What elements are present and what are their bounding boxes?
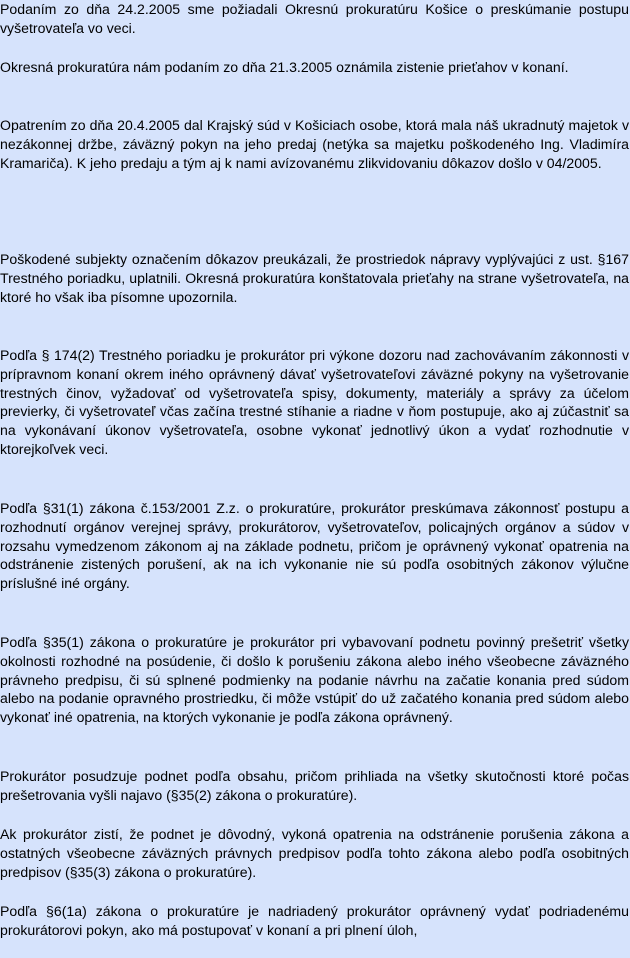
paragraph-10: Podľa §6(1a) zákona o prokuratúre je nadriadený prokurátor oprávnený vydať podriadenému prokurátorovi pokyn, ako má postupovať v konaní a pri plnení úloh, — [0, 903, 629, 938]
paragraph-6: Podľa §31(1) zákona č.153/2001 Z.z. o prokuratúre, prokurátor preskúmava zákonnosť postupu a rozhodnutí orgánov verejnej správy, prokurátorov, vyšetrovateľov, policajných orgánov a súdov v rozsahu vymedzenom zákonom aj na základe podnetu, pričom je oprávnený vykonať opatrenia na odstránenie zistených porušení, ak na ich vykonanie nie sú podľa osobitných zákonov výlučne príslušné iné orgány. — [0, 500, 629, 591]
paragraph-7: Podľa §35(1) zákona o prokuratúre je prokurátor pri vybavovaní podnetu povinný prešetriť všetky okolnosti rozhodné na posúdenie, či došlo k porušeniu zákona alebo iného všeobecne záväzného právneho predpisu, či sú splnené podmienky na podanie návrhu na začatie konania pred súdom alebo na podanie opravného prostriedku, či môže vstúpiť do už začatého konania pred súdom alebo vykonať iné opatrenia, na ktorých vykonanie je podľa zákona oprávnený. — [0, 634, 629, 725]
paragraph-3: Opatrením zo dňa 20.4.2005 dal Krajský súd v Košiciach osobe, ktorá mala náš ukradnutý majetok v nezákonnej držbe, záväzný pokyn na jeho predaj (netýka sa majetku poškodeného Ing. Vladimíra Kramariča). K jeho predaju a tým aj k nami avízovanému zlikvidovaniu dôkazov došlo v 04/2005. — [0, 117, 629, 171]
paragraph-1: Podaním zo dňa 24.2.2005 sme požiadali Okresnú prokuratúru Košice o preskúmanie postupu vyšetrovateľa vo veci. — [0, 1, 629, 36]
paragraph-2: Okresná prokuratúra nám podaním zo dňa 21.3.2005 oznámila zistenie prieťahov v konaní. — [0, 59, 569, 75]
paragraph-5: Podľa § 174(2) Trestného poriadku je prokurátor pri výkone dozoru nad zachovávaním zákonnosti v prípravnom konaní okrem iného oprávnený dávať vyšetrovateľovi záväzné pokyny na vyšetrovanie trestných činov, vyžadovať od vyšetrovateľa spisy, dokumenty, materiály a správy za účelom previerky, či vyšetrovateľ včas začína trestné stíhanie a riadne v ňom postupuje, ako aj zúčastniť sa na vykonávaní úkonov vyšetrovateľa, osobne vykonať jednotlivý úkon a vydať rozhodnutie v ktorejkoľvek veci. — [0, 347, 629, 457]
paragraph-8: Prokurátor posudzuje podnet podľa obsahu, pričom prihliada na všetky skutočnosti ktoré počas prešetrovania vyšli najavo (§35(2) zákona o prokuratúre). — [0, 768, 629, 803]
paragraph-4: Poškodené subjekty označením dôkazov preukázali, že prostriedok nápravy vyplývajúci z ust. §167 Trestného poriadku, uplatnili. Okresná prokuratúra konštatovala prieťahy na strane vyšetrovateľa, na ktoré ho však iba písomne upozornila. — [0, 251, 629, 305]
paragraph-9: Ak prokurátor zistí, že podnet je dôvodný, vykoná opatrenia na odstránenie porušenia zákona a ostatných všeobecne záväzných právnych predpisov podľa tohto zákona alebo podľa osobitných predpisov (§35(3) zákona o prokuratúre). — [0, 826, 629, 880]
